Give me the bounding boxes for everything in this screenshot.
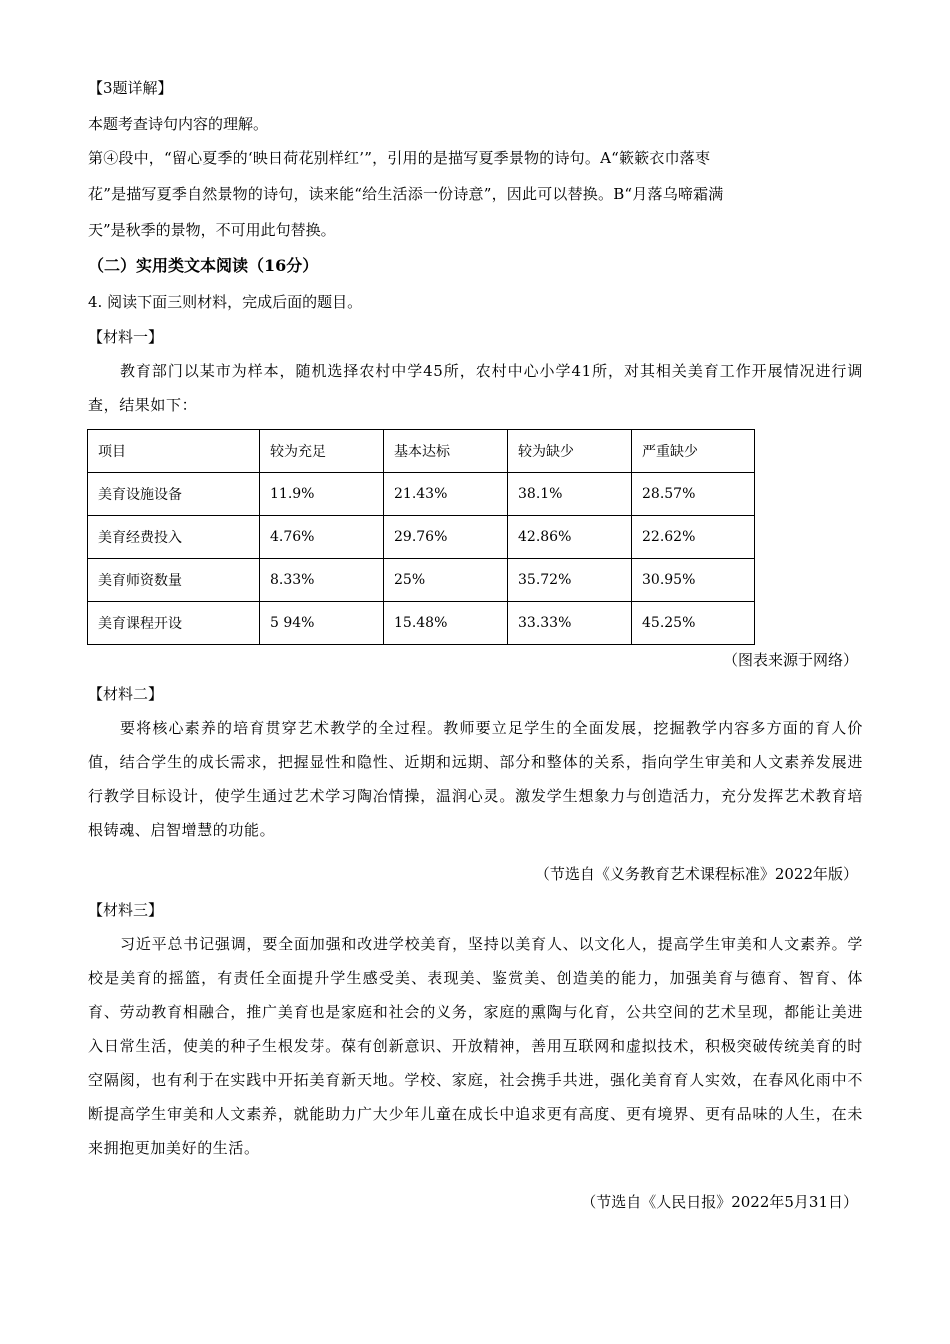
table-header-cell: 较为缺少	[508, 430, 632, 473]
table-row-label: 美育经费投入	[88, 516, 260, 559]
table-row-label: 美育设施设备	[88, 473, 260, 516]
table-cell: 42.86%	[508, 516, 632, 559]
table-row	[88, 559, 755, 602]
table-header-cell: 较为充足	[260, 430, 384, 473]
q3-detail-heading: 【3题详解】	[88, 79, 173, 97]
material-3-label: 【材料三】	[88, 901, 164, 919]
table-cell: 30.95%	[632, 559, 755, 602]
q3-explanation-line-3: 天”是秋季的景物，不可用此句替换。	[88, 221, 336, 239]
material-1-source: （图表来源于网络）	[722, 651, 858, 669]
table-cell: 8.33%	[260, 559, 384, 602]
table-cell: 21.43%	[384, 473, 508, 516]
table-row	[88, 473, 755, 516]
table-row	[88, 602, 755, 645]
q3-intro: 本题考查诗句内容的理解。	[88, 115, 269, 133]
table-cell: 4.76%	[260, 516, 384, 559]
table-row	[88, 516, 755, 559]
table-header-cell: 项目	[88, 430, 260, 473]
material-1-label: 【材料一】	[88, 328, 164, 346]
question-4-prompt: 4. 阅读下面三则材料，完成后面的题目。	[88, 293, 363, 311]
table-cell: 29.76%	[384, 516, 508, 559]
table-cell: 45.25%	[632, 602, 755, 645]
material-3-text: 习近平总书记强调，要全面加强和改进学校美育，坚持以美育人、以文化人，提高学生审美和人文素养。学校是美育的摇篮，有责任全面提升学生感受美、表现美、鉴赏美、创造美的能力，加强美育与德育、智育、体育、劳动教育相融合，推广美育也是家庭和社会的义务，家庭的熏陶与化育，公共空间的艺术呈现，都能让美进入日常生活，使美的种子生根发芽。葆有创新意识、开放精神，善用互联网和虚拟技术，积极突破传统美育的时空隔阂，也有利于在实践中开拓美育新天地。学校、家庭，社会携手共进，强化美育育人实效，在春风化雨中不断提高学生审美和人文素养，就能助力广大少年儿童在成长中追求更有高度、更有境界、更有品味的人生，在未来拥抱更加美好的生活。	[88, 935, 863, 1157]
table-header-cell: 严重缺少	[632, 430, 755, 473]
material-2-text: 要将核心素养的培育贯穿艺术教学的全过程。教师要立足学生的全面发展，挖掘教学内容多方面的育人价值，结合学生的成长需求，把握显性和隐性、近期和远期、部分和整体的关系，指向学生审美和人文素养发展进行教学目标设计，使学生通过艺术学习陶冶情操，温润心灵。激发学生想象力与创造活力，充分发挥艺术教育培根铸魂、启智增慧的功能。	[88, 719, 863, 839]
table-cell: 38.1%	[508, 473, 632, 516]
material-2-source: （节选自《义务教育艺术课程标准》2022年版）	[534, 865, 858, 883]
table-header-row	[88, 430, 755, 473]
table-cell: 15.48%	[384, 602, 508, 645]
table-row-label: 美育师资数量	[88, 559, 260, 602]
q3-explanation-line-1: 第④段中，“留心夏季的‘映日荷花别样红’”，引用的是描写夏季景物的诗句。A“簌簌衣巾落枣	[88, 149, 711, 167]
table-cell: 28.57%	[632, 473, 755, 516]
table-cell: 35.72%	[508, 559, 632, 602]
q3-explanation-line-2: 花”是描写夏季自然景物的诗句，读来能“给生活添一份诗意”，因此可以替换。B“月落乌啼霜满	[88, 185, 724, 203]
survey-table	[87, 429, 755, 645]
table-cell: 5 94%	[260, 602, 384, 645]
table-cell: 33.33%	[508, 602, 632, 645]
table-cell: 25%	[384, 559, 508, 602]
material-3-source: （节选自《人民日报》2022年5月31日）	[581, 1193, 858, 1211]
table-row-label: 美育课程开设	[88, 602, 260, 645]
table-cell: 11.9%	[260, 473, 384, 516]
table-cell: 22.62%	[632, 516, 755, 559]
table-header-cell: 基本达标	[384, 430, 508, 473]
section-title: （二）实用类文本阅读（16分）	[88, 256, 319, 275]
material-2-label: 【材料二】	[88, 685, 164, 703]
material-1-text: 教育部门以某市为样本，随机选择农村中学45所，农村中心小学41所，对其相关美育工作开展情况进行调查，结果如下：	[88, 362, 863, 414]
